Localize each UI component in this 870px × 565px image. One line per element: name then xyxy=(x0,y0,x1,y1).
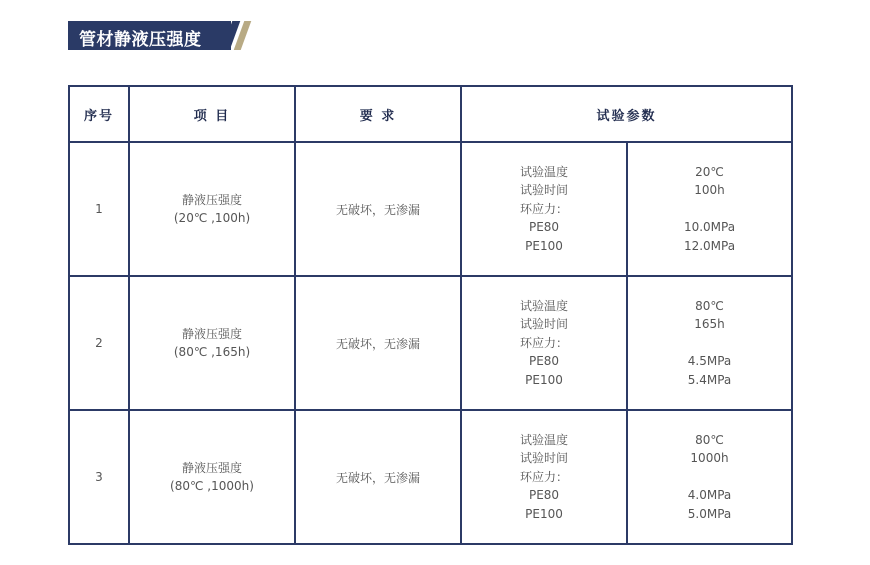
value-pe80: 4.5MPa xyxy=(687,354,732,369)
label-pe80: PE80 xyxy=(528,354,560,369)
value-time: 100h xyxy=(694,183,725,198)
label-pe80: PE80 xyxy=(528,220,560,235)
param-labels xyxy=(461,276,627,410)
param-labels xyxy=(461,142,627,276)
label-hoop-stress: 环应力： xyxy=(519,335,568,350)
header-params: 试验参数 xyxy=(461,86,792,142)
value-time: 165h xyxy=(694,317,725,332)
item-name: 静液压强度 xyxy=(181,192,242,207)
row-item xyxy=(129,142,295,276)
row-item xyxy=(129,276,295,410)
label-pe100: PE100 xyxy=(525,506,563,521)
param-values xyxy=(627,142,792,276)
table-row xyxy=(69,142,792,276)
value-temperature: 20℃ xyxy=(695,164,724,179)
label-time: 试验时间 xyxy=(519,451,568,466)
label-time: 试验时间 xyxy=(519,183,568,198)
table-header-row xyxy=(69,86,792,142)
label-time: 试验时间 xyxy=(519,317,568,332)
label-temperature: 试验温度 xyxy=(519,298,568,313)
table-row xyxy=(69,410,792,544)
row-no: 2 xyxy=(69,276,129,410)
value-pe100: 5.4MPa xyxy=(687,372,732,387)
item-name: 静液压强度 xyxy=(181,326,242,341)
row-requirement: 无破坏，无渗漏 xyxy=(295,276,461,410)
label-temperature: 试验温度 xyxy=(519,432,568,447)
header-item: 项 目 xyxy=(129,86,295,142)
param-values xyxy=(627,410,792,544)
row-requirement: 无破坏，无渗漏 xyxy=(295,142,461,276)
label-pe100: PE100 xyxy=(525,238,563,253)
item-name: 静液压强度 xyxy=(181,460,242,475)
row-no: 1 xyxy=(69,142,129,276)
value-pe80: 4.0MPa xyxy=(687,488,732,503)
item-condition: (20℃ ,100h) xyxy=(173,211,251,225)
item-condition: (80℃ ,1000h) xyxy=(170,479,254,493)
value-pe80: 10.0MPa xyxy=(683,220,736,235)
label-hoop-stress: 环应力： xyxy=(519,201,568,216)
label-hoop-stress: 环应力： xyxy=(519,469,568,484)
label-temperature: 试验温度 xyxy=(519,164,568,179)
label-pe80: PE80 xyxy=(528,488,560,503)
section-title-banner xyxy=(68,21,250,50)
value-pe100: 12.0MPa xyxy=(683,238,736,253)
label-pe100: PE100 xyxy=(525,372,563,387)
row-no: 3 xyxy=(69,410,129,544)
value-pe100: 5.0MPa xyxy=(687,506,732,521)
value-temperature: 80℃ xyxy=(695,432,724,447)
spec-table xyxy=(68,85,793,545)
header-no: 序号 xyxy=(69,86,129,142)
value-temperature: 80℃ xyxy=(695,298,724,313)
table-row xyxy=(69,276,792,410)
row-item xyxy=(129,410,295,544)
header-requirement: 要 求 xyxy=(295,86,461,142)
value-time: 1000h xyxy=(690,451,729,466)
param-labels xyxy=(461,410,627,544)
param-values xyxy=(627,276,792,410)
row-requirement: 无破坏，无渗漏 xyxy=(295,410,461,544)
item-condition: (80℃ ,165h) xyxy=(173,345,251,359)
page-title: 管材静液压强度 xyxy=(79,30,202,50)
